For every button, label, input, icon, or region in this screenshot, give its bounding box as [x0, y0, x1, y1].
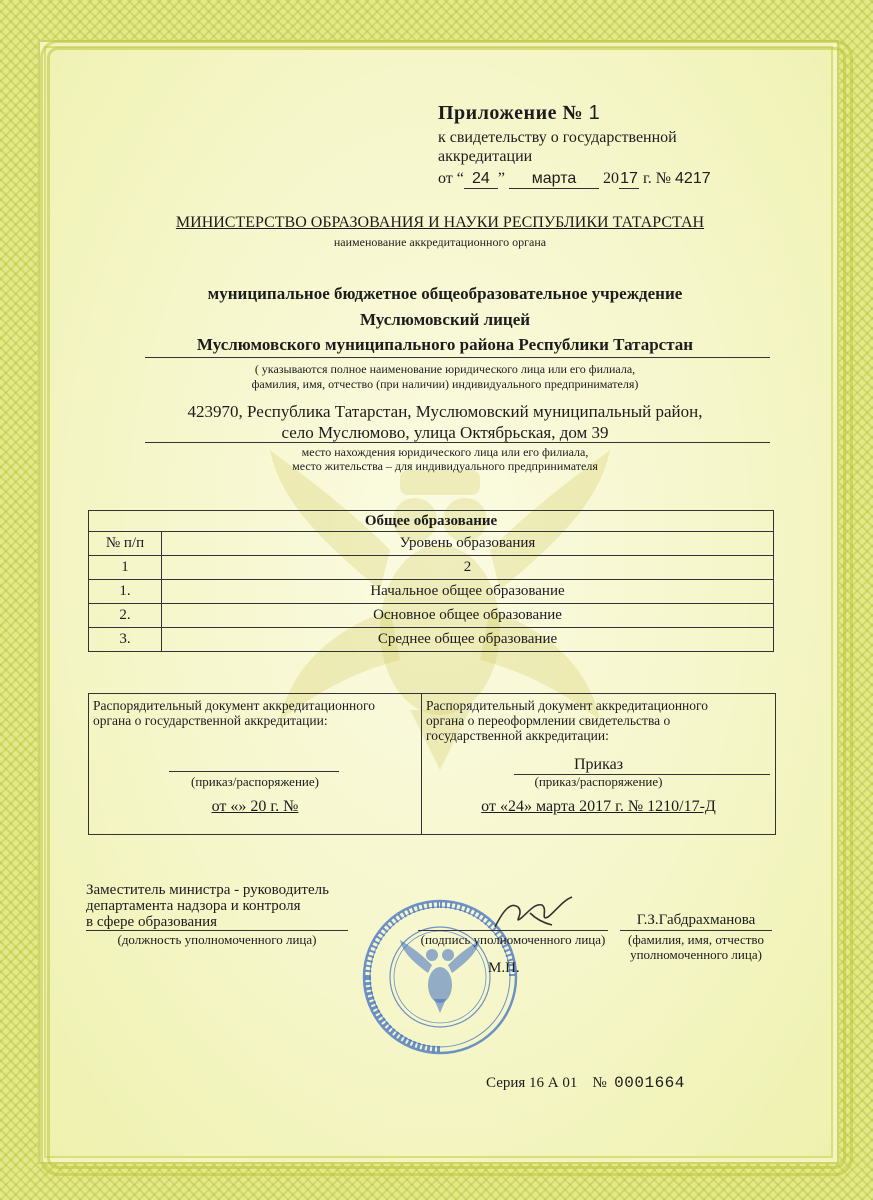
form-series: [486, 1074, 685, 1092]
appendix-number: 1: [588, 102, 601, 124]
position-line-2: департамента надзора и контроля: [86, 898, 301, 914]
appendix-date: [438, 170, 711, 189]
accreditation-doc-label: [93, 698, 375, 728]
series-number-sign: №: [592, 1075, 607, 1091]
row-level: Начальное общее образование: [162, 580, 774, 604]
table-index-row: [89, 556, 774, 580]
series-label: Серия 16 А 01: [486, 1075, 578, 1091]
authority-caption: наименование аккредитационного органа: [333, 235, 547, 249]
address-underline: [145, 442, 770, 443]
org-caption: [100, 362, 790, 392]
reissue-doc-label: [426, 698, 708, 743]
name-caption-2: уполномоченного лица): [630, 947, 762, 962]
name-underline: [620, 930, 772, 931]
table-header-row: [89, 532, 774, 556]
accreditation-document: [89, 694, 422, 834]
address-caption-2: место жительства – для индивидуального предпринимателя: [292, 459, 598, 473]
position-underline: [86, 930, 348, 931]
doc-right-line-2: органа о переоформлении свидетельства о: [426, 713, 671, 728]
doc-right-caption: (приказ/распоряжение): [534, 774, 663, 789]
date-quote: ”: [497, 170, 505, 187]
date-month: марта: [509, 170, 599, 189]
address-line-2: село Муслюмово, улица Октябрьская, дом 39: [281, 423, 609, 442]
stamp-place: М.П.: [488, 960, 520, 976]
authority-name: МИНИСТЕРСТВО ОБРАЗОВАНИЯ И НАУКИ РЕСПУБЛИКИ ТАТАРСТАН: [175, 214, 705, 231]
signature-underline: [418, 930, 608, 931]
doc-left-line-1: Распорядительный документ аккредитационного: [93, 698, 375, 713]
row-number: 3.: [89, 628, 162, 652]
official-name: Г.З.Габдрахманова: [636, 912, 756, 928]
col-level-header: Уровень образования: [162, 532, 774, 556]
index-cell: 1: [89, 556, 162, 580]
signature-caption: (подпись уполномоченного лица): [420, 932, 606, 947]
date-day: 24: [464, 170, 498, 189]
series-number: 0001664: [614, 1074, 685, 1092]
position-caption: (должность уполномоченного лица): [117, 932, 317, 947]
row-number: 2.: [89, 604, 162, 628]
col-number-header: № п/п: [89, 532, 162, 556]
row-level: Среднее общее образование: [162, 628, 774, 652]
date-year-suffix: 17: [620, 170, 638, 187]
name-caption-1: (фамилия, имя, отчество: [628, 932, 764, 947]
doc-left-date: [89, 798, 421, 816]
table-row: [89, 604, 774, 628]
certificate-number: 4217: [675, 170, 711, 187]
date-number-label: г. №: [643, 170, 672, 187]
education-table: [88, 510, 774, 652]
table-row: [89, 628, 774, 652]
doc-left-caption: (приказ/распоряжение): [191, 774, 319, 789]
name-caption: [610, 932, 782, 962]
org-caption-1: ( указываются полное наименование юридического лица или его филиала,: [254, 362, 636, 376]
doc-right-line-1: Распорядительный документ аккредитационного: [426, 698, 708, 713]
org-underline: [145, 357, 770, 358]
position-line-3: в сфере образования: [86, 914, 218, 930]
position-line-1: Заместитель министра - руководитель: [86, 882, 329, 898]
doc-left-date-text: от «» 20 г. №: [211, 798, 299, 815]
documents-block: [88, 693, 776, 835]
org-line-2: Муслюмовский лицей: [359, 310, 531, 329]
address-caption-1: место нахождения юридического лица или его филиала,: [301, 445, 589, 459]
doc-left-line-2: органа о государственной аккредитации:: [93, 713, 328, 728]
index-cell: 2: [162, 556, 774, 580]
doc-right-type: Приказ: [573, 756, 624, 773]
appendix-subtitle: [438, 128, 738, 166]
row-number: 1.: [89, 580, 162, 604]
address-line-1: 423970, Республика Татарстан, Муслюмовский муниципальный район,: [187, 402, 703, 421]
date-prefix: от “: [438, 170, 464, 187]
date-year-prefix: 20: [603, 170, 619, 187]
org-line-1: муниципальное бюджетное общеобразовательное учреждение: [207, 284, 683, 303]
reissue-document: [422, 694, 775, 834]
table-title-row: [89, 511, 774, 532]
address-caption: [100, 445, 790, 473]
row-level: Основное общее образование: [162, 604, 774, 628]
doc-right-line-3: государственной аккредитации:: [426, 728, 609, 743]
table-title: Общее образование: [89, 511, 774, 532]
subtitle-line-2: аккредитации: [438, 148, 533, 165]
org-caption-2: фамилия, имя, отчество (при наличии) индивидуального предпринимателя): [251, 377, 639, 391]
signature-icon: [490, 893, 580, 935]
doc-right-date-text: от «24» марта 2017 г. № 1210/17-Д: [481, 798, 716, 815]
org-line-3: Муслюмовского муниципального района Республики Татарстан: [196, 335, 694, 354]
subtitle-line-1: к свидетельству о государственной: [438, 129, 677, 146]
official-position: [86, 882, 329, 930]
doc-left-type-line: [169, 771, 339, 772]
table-row: [89, 580, 774, 604]
appendix-title: Приложение № 1: [438, 102, 601, 124]
doc-right-date: [422, 798, 775, 816]
